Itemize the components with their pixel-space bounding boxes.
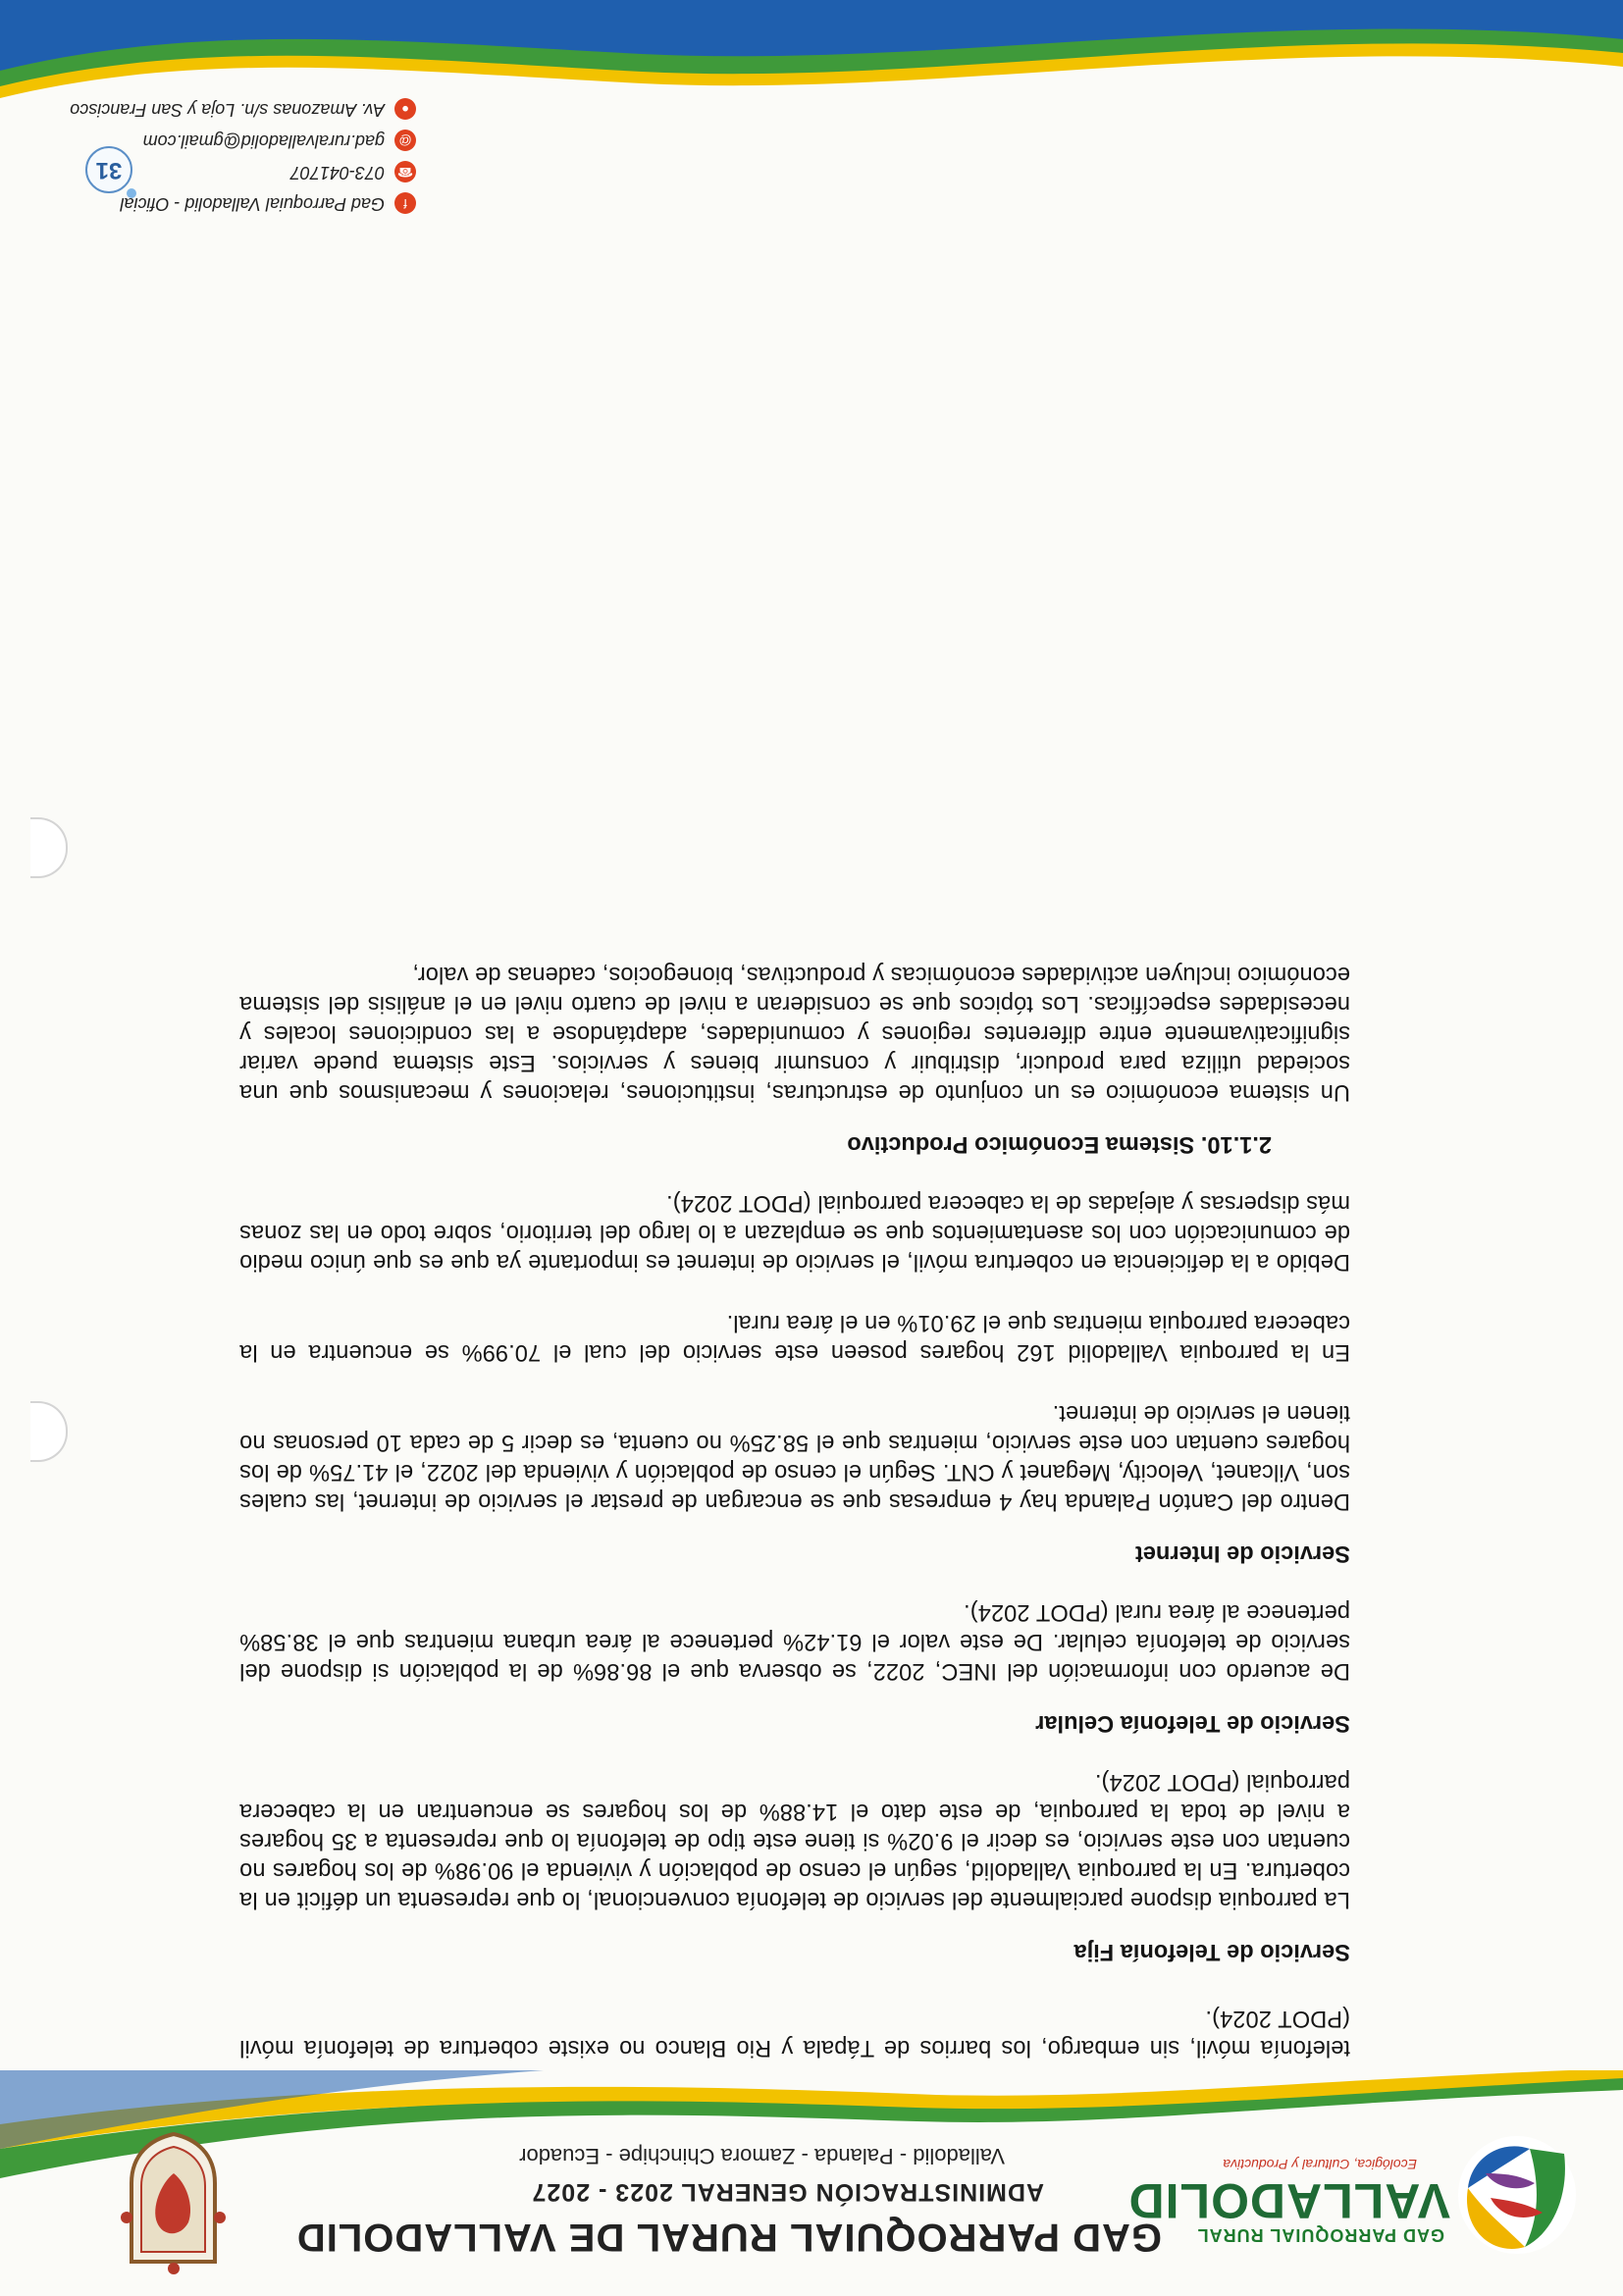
section-heading-sistema-economico: 2.1.10. Sistema Económico Productivo <box>847 1131 1272 1157</box>
sistema-economico-paragraph: Un sistema económico es un conjunto de estructuras, instituciones, relaciones y mecanismos que una sociedad utiliza para producir, distribuir y consumir bienes y servicios. Este sistema puede variar significativamente entre diferentes regiones y comunidades, adaptándose a las condiciones locales y necesidades específicas. Los tópicos que se consideran a nivel de cuarto nivel en el análisis del sistema económico incluyen actividades económicas y productivas, bionegocios, cadenas de valor, <box>239 962 1350 1105</box>
intro-paragraph: telefonía móvil, sin embargo, los barrios de Tápala y Rio Blanco no existe cobertura de telefonía móvil (PDOT 2024). <box>239 2006 1350 2061</box>
header-subtitle: ADMINISTRACIÓN GENERAL 2023 - 2027 <box>531 2178 1044 2206</box>
brand-subtitle: GAD PARROQUIAL RURAL <box>1196 2225 1444 2245</box>
address-text: Av. Amazonas s/n. Loja y San Francisco <box>70 100 385 120</box>
telefonia-celular-paragraph: De acuerdo con información del INEC, 2022, se observa que el 86.86% de la población si dispone del servicio de telefonía celular. De este valor el 61.42% pertenece al área urbana mientras que el 38.58% pertenece al área rural (PDOT 2024). <box>239 1599 1350 1684</box>
page-number: 31 <box>85 146 132 193</box>
email-contact <box>143 130 416 151</box>
internet-paragraph-2: En la parroquia Valladolid 162 hogares poseen este servicio del cual el 70.99% se encuentra en la cabecera parroquia mientras que el 29.01% en el área rural. <box>239 1310 1350 1365</box>
binder-hole <box>30 1401 68 1462</box>
section-heading-telefonia-fija: Servicio de Telefonía Fija <box>1073 1939 1350 1964</box>
section-heading-internet: Servicio de Internet <box>1135 1540 1350 1566</box>
phone-icon: ☎ <box>394 161 416 183</box>
section-heading-telefonia-celular: Servicio de Telefonía Celular <box>1035 1710 1350 1736</box>
email-text: gad.ruralvalladolid@gmail.com <box>142 131 385 151</box>
page-footer <box>0 0 1623 214</box>
page-content <box>239 928 1350 2062</box>
facebook-contact <box>121 192 416 214</box>
facebook-text: Gad Parroquial Valladolid - Oficial <box>120 194 385 214</box>
internet-paragraph-3: Debido a la deficiencia en cobertura móvil, el servicio de internet es importante ya que es que único medio de comunicación con los asentamientos que se emplazan a lo largo del territorio, sobre todo en las zonas más dispersas y alejadas de la cabecera parroquial (PDOT 2024). <box>239 1190 1350 1275</box>
address-contact <box>70 98 416 120</box>
email-icon: @ <box>394 130 416 151</box>
internet-paragraph-1: Dentro del Cantón Palanda hay 4 empresas que se encargan de prestar el servicio de internet, las cuales son, Vilcanet, Velocity, Meganet y CNT. Según el censo de población y vivienda del 2022, el 41.75% de los hogares cuentan con este servicio, mientras que el 58.25% no cuenta, es decir 5 de cada 10 personas no tienen el servicio de internet. <box>239 1400 1350 1514</box>
valladolid-logo <box>1451 2119 1584 2271</box>
brand-tagline: Ecológica, Cultural y Productiva <box>1223 2157 1417 2172</box>
brand-name: VALLADOLID <box>1127 2173 1450 2228</box>
location-icon: ● <box>394 98 416 120</box>
phone-text: 073-041707 <box>289 163 385 183</box>
coat-of-arms-crest <box>117 2129 230 2276</box>
header-title: GAD PARROQUIAL RURAL DE VALLADOLID <box>295 2216 1162 2259</box>
facebook-icon: f <box>394 192 416 214</box>
page-header <box>0 2070 1623 2296</box>
phone-contact <box>290 161 416 183</box>
header-location: Valladolid - Palanda - Zamora Chinchipe - Ecuador <box>519 2144 1005 2168</box>
binder-hole <box>30 817 68 878</box>
telefonia-fija-paragraph: La parroquia dispone parcialmente del servicio de telefonía convencional, lo que representa un déficit en la cobertura. En la parroquia Valladolid, según el censo de población y vivienda el 90.98% de los hogares no cuentan con este servicio, es decir el 9.02% si tiene este tipo de telefonía lo que representa a 35 hogares a nivel de toda la parroquia, de este dato el 14.88% de los hogares se encuentran en la cabecera parroquial (PDOT 2024). <box>239 1769 1350 1912</box>
